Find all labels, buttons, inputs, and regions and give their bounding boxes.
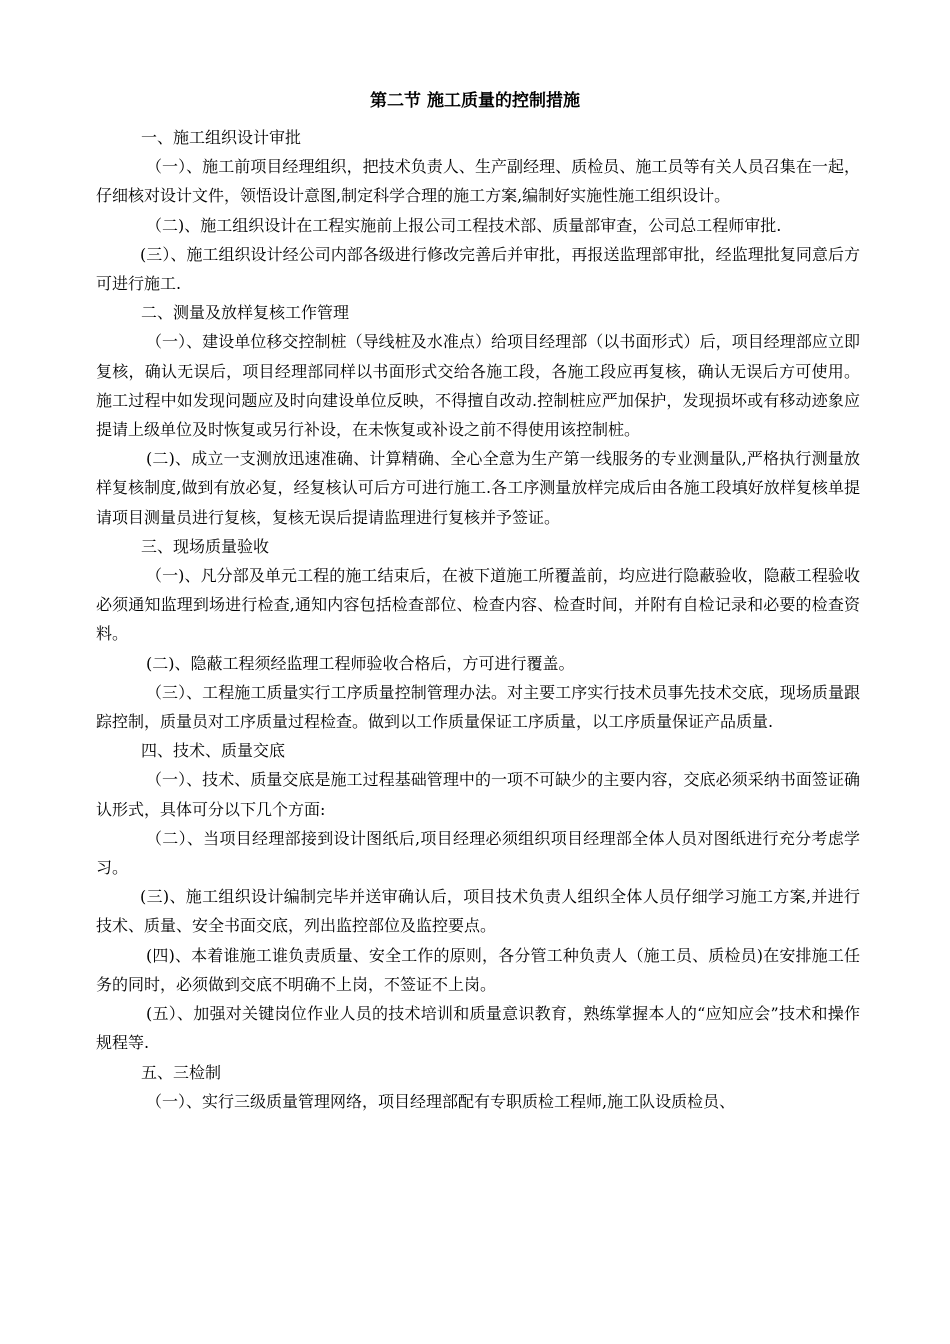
body-paragraph: (二)、隐蔽工程须经监理工程师验收合格后，方可进行覆盖。 <box>146 653 575 673</box>
body-paragraph: （二）、当项目经理部接到设计图纸后,项目经理必须组织项目经理部全体人员对图纸进行充分考虑学习。 <box>96 828 860 878</box>
body-paragraph: (三)、施工组织设计编制完毕并送审确认后，项目技术负责人组织全体人员仔细学习施工方案,并进行技术、质量、安全书面交底，列出监控部位及监控要点。 <box>96 887 860 936</box>
body-paragraph: （一）、建设单位移交控制桩（导线桩及水准点）给项目经理部（以书面形式）后，项目经理部应立即复核，确认无误后，项目经理部同样以书面形式交给各施工段，各施工段应再复核，确认无误后方可使用。施工过程中如发现问题应及时向建设单位反映，不得擅自改动.控制桩应严加保护，发现损坏或有移动迹象应提请上级单位及时恢复或另行补设，在未恢复或补设之前不得使用该控制桩。 <box>96 332 860 440</box>
document-body <box>96 123 860 1116</box>
section-title: 第二节 施工质量的控制措施 <box>370 91 580 111</box>
body-paragraph: （一)、凡分部及单元工程的施工结束后，在被下道施工所覆盖前，均应进行隐蔽验收，隐蔽工程验收必须通知监理到场进行检查,通知内容包括检查部位、检查内容、检查时间，并附有自检记录和必要的检查资料。 <box>96 566 860 644</box>
body-paragraph: （一）、实行三级质量管理网络，项目经理部配有专职质检工程师,施工队设质检员、 <box>146 1091 736 1111</box>
section-heading: 三、现场质量验收 <box>141 536 270 556</box>
body-paragraph: （一）、施工前项目经理组织，把技术负责人、生产副经理、质检员、施工员等有关人员召集在一起，仔细核对设计文件，领悟设计意图,制定科学合理的施工方案,编制好实施性施工组织设计。 <box>96 157 860 206</box>
body-paragraph: (五）、加强对关键岗位作业人员的技术培训和质量意识教育，熟练掌握本人的“应知应会”技术和操作规程等. <box>96 1004 860 1053</box>
body-paragraph: （二)、施工组织设计在工程实施前上报公司工程技术部、质量部审查，公司总工程师审批. <box>146 215 782 235</box>
section-heading: 五、三检制 <box>141 1062 222 1082</box>
body-paragraph: （三）、工程施工质量实行工序质量控制管理办法。对主要工序实行技术员事先技术交底，现场质量跟踪控制，质量员对工序质量过程检查。做到以工作质量保证工序质量，以工序质量保证产品质量. <box>96 682 860 732</box>
body-paragraph: (四)、本着谁施工谁负责质量、安全工作的原则，各分管工种负责人（施工员、质检员)在安排施工任务的同时，必须做到交底不明确不上岗，不签证不上岗。 <box>96 945 860 994</box>
body-paragraph: （一）、技术、质量交底是施工过程基础管理中的一项不可缺少的主要内容，交底必须采纳书面签证确认形式，具体可分以下几个方面: <box>96 770 860 819</box>
section-heading: 四、技术、质量交底 <box>141 741 286 761</box>
section-heading: 二、测量及放样复核工作管理 <box>141 303 350 323</box>
body-paragraph: (三）、施工组织设计经公司内部各级进行修改完善后并审批，再报送监理部审批，经监理批复同意后方可进行施工. <box>96 244 860 294</box>
body-paragraph: (二)、成立一支测放迅速准确、计算精确、全心全意为生产第一线服务的专业测量队,严格执行测量放样复核制度,做到有放必复，经复核认可后方可进行施工.各工序测量放样完成后由各施工段填好放样复核单提请项目测量员进行复核，复核无误后提请监理进行复核并予签证。 <box>96 449 860 527</box>
section-heading: 一、施工组织设计审批 <box>141 128 302 147</box>
